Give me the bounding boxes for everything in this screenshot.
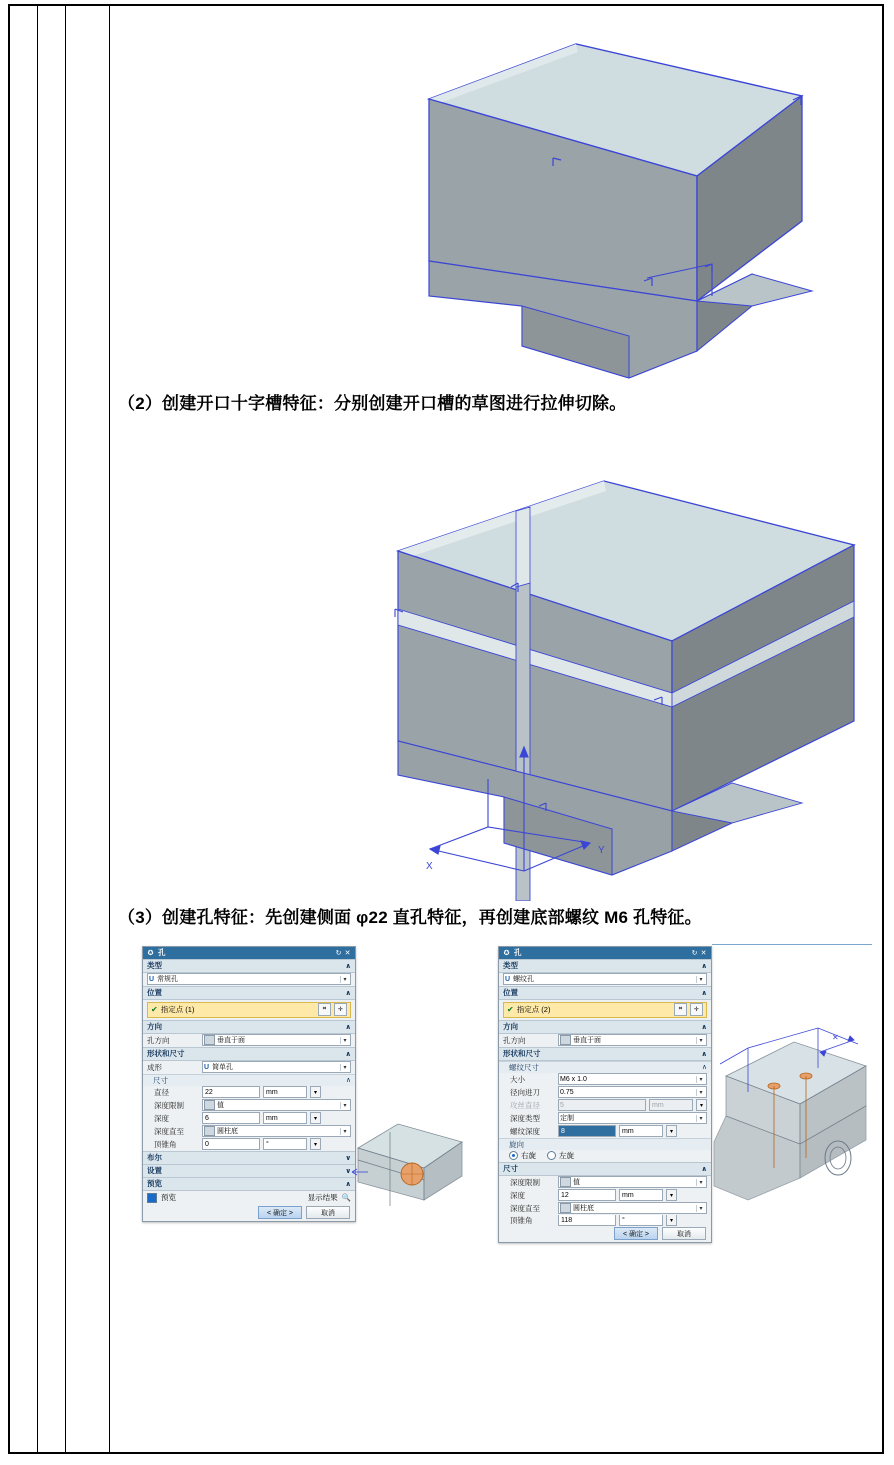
chevron-up-icon[interactable]: ∧ <box>345 1077 351 1085</box>
tip-angle-label: 顶锥角 <box>154 1139 177 1149</box>
depth-unit[interactable]: mm <box>263 1112 307 1124</box>
depth-row[interactable] <box>143 1112 355 1125</box>
normal-face-icon <box>204 1035 215 1045</box>
chevron-down-icon[interactable]: ▾ <box>310 1112 321 1124</box>
depth-limit-combo[interactable] <box>202 1099 351 1111</box>
depth-unit[interactable]: mm <box>619 1189 663 1201</box>
magnifier-icon[interactable]: 🔍 <box>341 1193 351 1203</box>
depth-limit-row[interactable] <box>143 1099 355 1112</box>
hole-direction-combo[interactable] <box>202 1034 351 1046</box>
thread-size-row[interactable] <box>499 1073 711 1086</box>
chevron-down-icon[interactable]: ▾ <box>666 1125 677 1137</box>
figure-block-step <box>112 6 882 391</box>
radio-right-hand[interactable] <box>509 1151 518 1160</box>
caption-2: （2）创建开口十字槽特征：分别创建开口槽的草图进行拉伸切除。 <box>118 394 627 413</box>
cylinder-bottom-icon <box>560 1203 571 1213</box>
depth-input[interactable]: 12 <box>558 1189 616 1201</box>
size-value: M6 x 1.0 <box>560 1075 587 1083</box>
depth-type-combo[interactable] <box>558 1112 707 1124</box>
ok-button[interactable]: < 确定 > <box>614 1227 658 1240</box>
preview-label: 预览 <box>147 1179 162 1189</box>
caption-3: （3）创建孔特征：先创建侧面 φ22 直孔特征，再创建底部螺纹 M6 孔特征。 <box>118 908 702 928</box>
chevron-down-icon[interactable]: ▾ <box>696 1115 705 1122</box>
hole-icon: ✪ <box>503 949 510 957</box>
handedness-radio-group[interactable] <box>499 1150 711 1162</box>
chevron-down-icon[interactable]: ▾ <box>696 1037 705 1044</box>
preview-checkbox[interactable] <box>147 1193 157 1203</box>
depth-until-label: 深度直至 <box>510 1203 540 1213</box>
tap-diameter-unit: mm <box>649 1099 693 1111</box>
form-row[interactable] <box>143 1061 355 1074</box>
divider-line <box>712 944 872 945</box>
chevron-down-icon[interactable]: ▾ <box>340 976 349 983</box>
point-dialog-icon[interactable]: ⌗ <box>318 1003 331 1016</box>
section-position[interactable] <box>143 986 355 1000</box>
chevron-down-icon[interactable]: ▾ <box>310 1086 321 1098</box>
section-preview[interactable] <box>143 1177 355 1191</box>
svg-text:Y: Y <box>598 845 605 857</box>
value-icon <box>560 1177 571 1187</box>
form-combo[interactable] <box>202 1061 351 1073</box>
chevron-down-icon[interactable]: ▾ <box>696 1089 705 1096</box>
type-row[interactable] <box>143 973 355 986</box>
tip-angle-row[interactable] <box>499 1215 711 1226</box>
depth-until-combo[interactable] <box>558 1202 707 1214</box>
hole-direction-value: 垂直于面 <box>217 1037 245 1045</box>
diameter-unit[interactable]: mm <box>263 1086 307 1098</box>
depth-input[interactable]: 6 <box>202 1112 260 1124</box>
refresh-icon[interactable]: ↻ <box>691 949 698 957</box>
section-position-label: 位置 <box>503 988 518 998</box>
section-position[interactable] <box>499 986 711 1000</box>
radial-engage-row[interactable] <box>499 1086 711 1099</box>
table-column-3 <box>66 4 110 1454</box>
chevron-down-icon[interactable]: ∨ <box>345 1167 351 1175</box>
depth-limit-value: 值 <box>573 1179 580 1187</box>
point-dialog-icon[interactable]: ⌗ <box>674 1003 687 1016</box>
chevron-down-icon[interactable]: ▾ <box>310 1138 321 1150</box>
hole-type-icon: U <box>149 975 155 983</box>
subsection-dimensions[interactable] <box>499 1162 711 1176</box>
settings-label: 设置 <box>147 1166 162 1176</box>
dimensions-label: 尺寸 <box>153 1075 168 1085</box>
depth-until-value: 圆柱底 <box>573 1205 594 1213</box>
section-type-label: 类型 <box>147 961 162 971</box>
block-with-cross-slots-solid <box>112 431 882 901</box>
depth-limit-label: 深度限制 <box>154 1100 184 1110</box>
hole-direction-row[interactable] <box>143 1034 355 1047</box>
specify-point-row[interactable] <box>147 1002 351 1018</box>
chevron-down-icon[interactable]: ▾ <box>696 976 705 983</box>
thread-size-label: 螺纹尺寸 <box>509 1062 539 1072</box>
close-icon[interactable]: ✕ <box>344 949 351 957</box>
chevron-down-icon[interactable]: ▾ <box>696 1205 705 1212</box>
type-value: 常规孔 <box>157 976 179 984</box>
size-combo[interactable] <box>558 1073 707 1085</box>
hole-icon: ✪ <box>147 949 154 957</box>
tap-diameter-input: 5 <box>558 1099 646 1111</box>
depth-until-row[interactable] <box>143 1125 355 1138</box>
depth-until-label: 深度直至 <box>154 1126 184 1136</box>
diameter-row[interactable] <box>143 1086 355 1099</box>
type-combo[interactable] <box>503 973 707 985</box>
tip-angle-input[interactable]: 0 <box>202 1138 260 1150</box>
preview-row[interactable] <box>143 1191 355 1205</box>
specify-point-label: 指定点 (1) <box>160 1005 195 1015</box>
depth-until-combo[interactable] <box>202 1125 351 1137</box>
depth-row[interactable] <box>499 1189 711 1202</box>
thread-depth-unit[interactable]: mm <box>619 1125 663 1137</box>
value-icon <box>204 1100 215 1110</box>
chevron-down-icon[interactable]: ▾ <box>340 1128 349 1135</box>
table-column-2 <box>38 4 66 1454</box>
tip-angle-unit[interactable]: ° <box>619 1215 663 1226</box>
check-icon: ✔ <box>151 1005 158 1015</box>
tap-diameter-row <box>499 1099 711 1112</box>
handedness-label: 旋向 <box>509 1139 524 1149</box>
dialog-titlebar[interactable] <box>143 947 355 959</box>
subsection-handedness <box>499 1138 711 1150</box>
point-add-icon[interactable]: ✛ <box>334 1003 347 1016</box>
depth-limit-row[interactable] <box>499 1176 711 1189</box>
type-combo[interactable] <box>147 973 351 985</box>
depth-label: 深度 <box>510 1190 525 1200</box>
section-shape-size[interactable] <box>499 1047 711 1061</box>
radial-engage-value: 0.75 <box>560 1088 574 1096</box>
dialog-buttons <box>143 1205 355 1221</box>
chevron-up-icon[interactable]: ∧ <box>345 1050 351 1058</box>
depth-limit-value: 值 <box>217 1102 224 1110</box>
chevron-down-icon[interactable]: ▾ <box>340 1102 349 1109</box>
dialog-title: 孔 <box>158 948 166 958</box>
dialog-titlebar[interactable] <box>499 947 711 959</box>
section-boolean[interactable] <box>143 1151 355 1164</box>
section-type[interactable] <box>143 959 355 973</box>
chevron-up-icon[interactable]: ∧ <box>345 962 351 970</box>
chevron-up-icon[interactable]: ∧ <box>345 1180 351 1188</box>
depth-type-row[interactable] <box>499 1112 711 1125</box>
hole-preview-threaded <box>708 1018 876 1218</box>
chevron-up-icon[interactable]: ∧ <box>701 989 707 997</box>
section-position-label: 位置 <box>147 988 162 998</box>
chevron-down-icon[interactable]: ▾ <box>340 1064 349 1071</box>
hole-direction-row[interactable] <box>499 1034 711 1047</box>
show-result-label: 显示结果 <box>307 1193 338 1203</box>
depth-limit-label: 深度限制 <box>510 1177 540 1187</box>
tip-angle-unit[interactable]: ° <box>263 1138 307 1150</box>
radio-left-hand[interactable] <box>547 1151 556 1160</box>
hole-dialog-threaded[interactable] <box>498 946 712 1243</box>
dialog-title: 孔 <box>514 948 522 958</box>
depth-type-value: 定制 <box>560 1115 574 1123</box>
size-label: 大小 <box>510 1074 525 1084</box>
chevron-up-icon[interactable]: ∧ <box>701 1165 707 1173</box>
form-label: 成形 <box>147 1062 162 1072</box>
dimensions-label: 尺寸 <box>503 1164 518 1174</box>
hole-dialog-simple[interactable] <box>142 946 356 1222</box>
specify-point-label: 指定点 (2) <box>516 1005 551 1015</box>
thread-depth-input[interactable]: 8 <box>558 1125 616 1137</box>
depth-until-row[interactable] <box>499 1202 711 1215</box>
section-direction-label: 方向 <box>147 1022 162 1032</box>
tip-angle-label: 顶锥角 <box>510 1215 533 1225</box>
tap-diameter-label: 攻丝直径 <box>510 1100 540 1110</box>
section-direction[interactable] <box>499 1020 711 1034</box>
chevron-down-icon[interactable]: ▾ <box>696 1076 705 1083</box>
section-type-label: 类型 <box>503 961 518 971</box>
diameter-label: 直径 <box>154 1087 169 1097</box>
chevron-up-icon[interactable]: ∧ <box>345 989 351 997</box>
hole-direction-label: 孔方向 <box>147 1035 170 1045</box>
cancel-button[interactable]: 取消 <box>662 1227 706 1240</box>
chevron-down-icon[interactable]: ▾ <box>340 1037 349 1044</box>
hole-preview-side <box>350 1102 470 1217</box>
hole-direction-label: 孔方向 <box>503 1035 526 1045</box>
depth-until-value: 圆柱底 <box>217 1128 238 1136</box>
table-column-1 <box>8 4 38 1454</box>
depth-limit-combo[interactable] <box>558 1176 707 1188</box>
simple-hole-icon: U <box>204 1063 210 1071</box>
radial-engage-combo[interactable] <box>558 1086 707 1098</box>
boolean-label: 布尔 <box>147 1153 162 1163</box>
thread-depth-label: 螺纹深度 <box>510 1126 540 1136</box>
section-type[interactable] <box>499 959 711 973</box>
svg-text:X: X <box>426 861 433 873</box>
figure-cross-slots <box>112 431 882 901</box>
diameter-input[interactable]: 22 <box>202 1086 260 1098</box>
section-direction-label: 方向 <box>503 1022 518 1032</box>
depth-label: 深度 <box>154 1113 169 1123</box>
type-value: 螺纹孔 <box>513 976 535 984</box>
chevron-down-icon[interactable]: ▾ <box>666 1215 677 1226</box>
dialog-buttons <box>499 1226 711 1242</box>
type-row[interactable] <box>499 973 711 986</box>
specify-point-row[interactable] <box>503 1002 707 1018</box>
chevron-down-icon[interactable]: ∨ <box>345 1154 351 1162</box>
threaded-hole-icon: U <box>505 975 511 983</box>
table-content-cell <box>112 6 882 1452</box>
close-icon[interactable]: ✕ <box>700 949 707 957</box>
radio-right-hand-label: 右旋 <box>521 1151 536 1161</box>
block-with-step-solid <box>112 6 882 391</box>
point-add-icon[interactable]: ✛ <box>690 1003 703 1016</box>
chevron-up-icon[interactable]: ∧ <box>701 1064 707 1072</box>
radio-left-hand-label: 左旋 <box>559 1151 574 1161</box>
refresh-icon[interactable]: ↻ <box>335 949 342 957</box>
preview-checkbox-label: 预览 <box>161 1193 176 1203</box>
chevron-up-icon[interactable]: ∧ <box>701 1023 707 1031</box>
tip-angle-row[interactable] <box>143 1138 355 1151</box>
chevron-up-icon[interactable]: ∧ <box>701 962 707 970</box>
chevron-up-icon[interactable]: ∧ <box>701 1050 707 1058</box>
section-direction[interactable] <box>143 1020 355 1034</box>
hole-direction-value: 垂直于面 <box>573 1037 601 1045</box>
form-value: 简单孔 <box>212 1064 234 1072</box>
section-shape-size-label: 形状和尺寸 <box>503 1049 541 1059</box>
cylinder-bottom-icon <box>204 1126 215 1136</box>
chevron-down-icon[interactable]: ▾ <box>666 1189 677 1201</box>
tip-angle-input[interactable]: 118 <box>558 1215 616 1226</box>
svg-text:✕: ✕ <box>832 1032 839 1042</box>
depth-type-label: 深度类型 <box>510 1113 540 1123</box>
check-icon: ✔ <box>507 1005 514 1015</box>
section-shape-size-label: 形状和尺寸 <box>147 1049 185 1059</box>
subsection-dimensions[interactable] <box>143 1074 355 1086</box>
section-shape-size[interactable] <box>143 1047 355 1061</box>
hole-direction-combo[interactable] <box>558 1034 707 1046</box>
hole-dialog-figures <box>112 942 882 1332</box>
ok-button[interactable]: < 确定 > <box>258 1206 302 1219</box>
radial-engage-label: 径向进刀 <box>510 1087 540 1097</box>
chevron-down-icon[interactable]: ▾ <box>696 1179 705 1186</box>
section-settings[interactable] <box>143 1164 355 1177</box>
thread-depth-row[interactable] <box>499 1125 711 1138</box>
cancel-button[interactable]: 取消 <box>306 1206 350 1219</box>
normal-face-icon <box>560 1035 571 1045</box>
chevron-down-icon: ▾ <box>696 1099 707 1111</box>
subsection-thread-size[interactable] <box>499 1061 711 1073</box>
chevron-up-icon[interactable]: ∧ <box>345 1023 351 1031</box>
